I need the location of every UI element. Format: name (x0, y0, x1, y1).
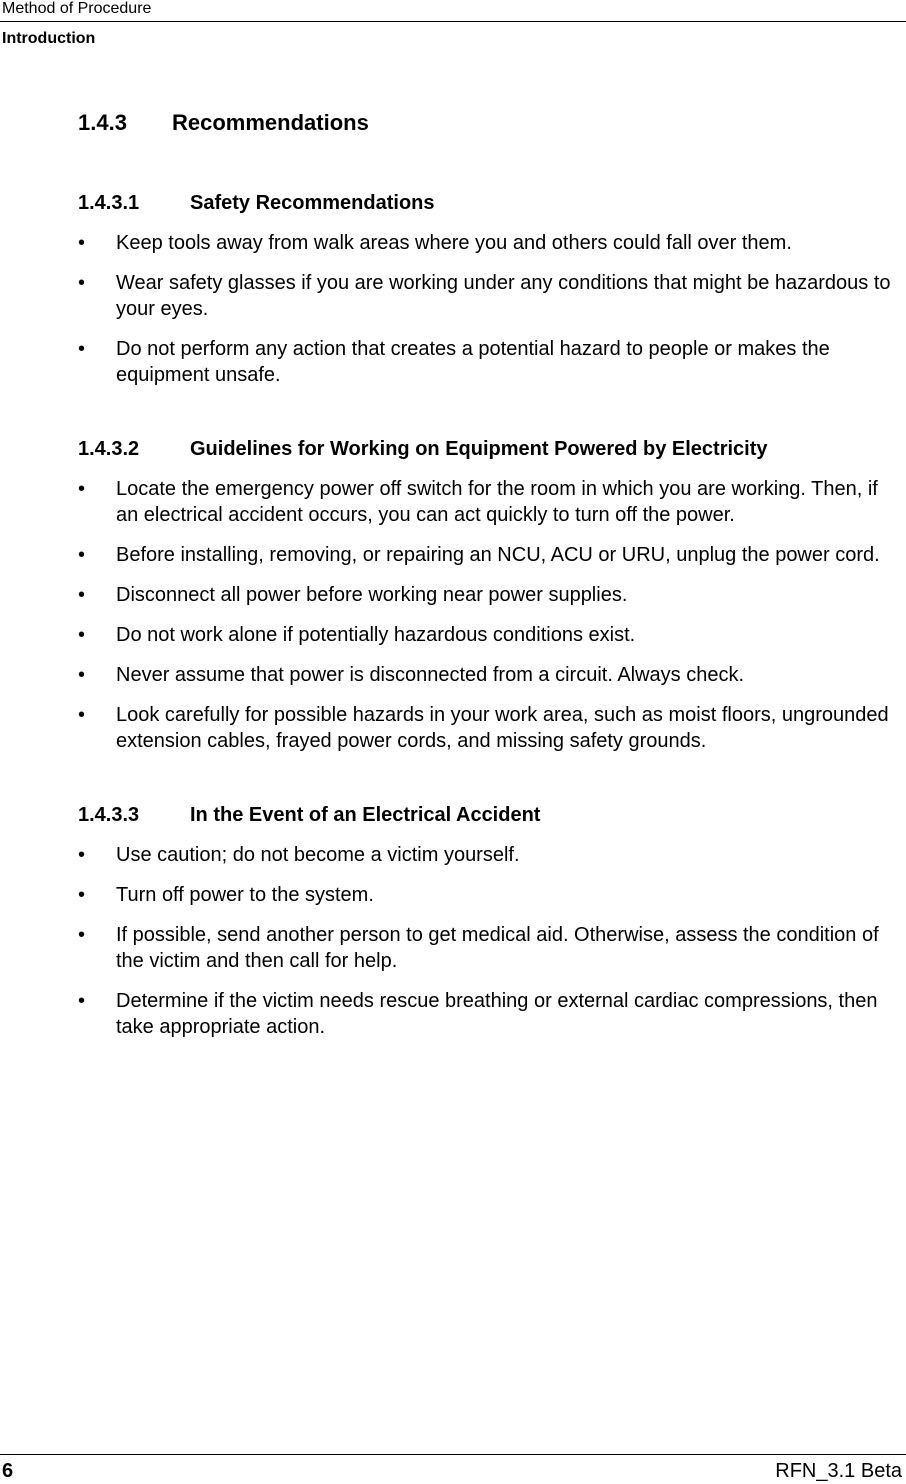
list-item-text: Keep tools away from walk areas where you and others could fall over them. (116, 232, 792, 254)
bullet-icon: • (78, 704, 86, 726)
subsection-heading (78, 436, 904, 462)
subsection-heading (78, 190, 904, 216)
subsection-electrical-accident (78, 802, 904, 1040)
bullet-icon: • (78, 664, 86, 686)
list-item-text: Before installing, removing, or repairing an NCU, ACU or URU, unplug the power cord. (116, 544, 880, 566)
subsection-number: 1.4.3.1 (78, 192, 140, 214)
bullet-list (78, 476, 904, 754)
subsection-heading (78, 802, 904, 828)
bullet-icon: • (78, 544, 86, 566)
chapter-title: Introduction (2, 30, 96, 47)
list-item (78, 842, 904, 868)
section-heading (78, 108, 904, 138)
bullet-icon: • (78, 232, 86, 254)
list-item-text: Look carefully for possible hazards in your work area, such as moist floors, ungrounded extension cables, frayed power cords, and missing safety grounds. (116, 704, 889, 752)
bullet-list (78, 230, 904, 388)
bullet-list (78, 842, 904, 1040)
list-item (78, 476, 904, 528)
bullet-icon: • (78, 272, 86, 294)
subsection-title: Safety Recommendations (190, 192, 435, 214)
list-item-text: Do not perform any action that creates a potential hazard to people or makes the equipment unsafe. (116, 338, 830, 386)
document-title: Method of Procedure (2, 0, 152, 17)
list-item (78, 542, 904, 568)
page-footer (0, 1454, 906, 1484)
list-item (78, 922, 904, 974)
list-item-text: Wear safety glasses if you are working under any conditions that might be hazardous to your eyes. (116, 272, 891, 320)
section-number: 1.4.3 (78, 110, 127, 135)
subsection-number: 1.4.3.3 (78, 804, 140, 826)
list-item-text: Locate the emergency power off switch for the room in which you are working. Then, if an electrical accident occurs, you can act quickly to turn off the power. (116, 478, 878, 526)
list-item-text: Disconnect all power before working near power supplies. (116, 584, 628, 606)
subsection-title: Guidelines for Working on Equipment Powered by Electricity (190, 438, 768, 460)
bullet-icon: • (78, 624, 86, 646)
page-number: 6 (2, 1460, 14, 1482)
bullet-icon: • (78, 844, 86, 866)
list-item (78, 230, 904, 256)
document-id: RFN_3.1 Beta (775, 1460, 902, 1482)
list-item-text: Use caution; do not become a victim yourself. (116, 844, 520, 866)
list-item-text: If possible, send another person to get medical aid. Otherwise, assess the condition of the victim and then call for help. (116, 924, 879, 972)
list-item (78, 882, 904, 908)
page-header (0, 0, 906, 22)
subsection-electricity-guidelines (78, 436, 904, 754)
section-title: Recommendations (172, 110, 369, 135)
list-item-text: Never assume that power is disconnected from a circuit. Always check. (116, 664, 745, 686)
list-item (78, 622, 904, 648)
list-item (78, 662, 904, 688)
subsection-safety-recommendations (78, 190, 904, 388)
list-item (78, 270, 904, 322)
bullet-icon: • (78, 584, 86, 606)
bullet-icon: • (78, 338, 86, 360)
list-item-text: Turn off power to the system. (116, 884, 374, 906)
list-item (78, 988, 904, 1040)
main-content (78, 108, 904, 1040)
list-item-text: Determine if the victim needs rescue breathing or external cardiac compressions, then take appropriate action. (116, 990, 878, 1038)
list-item-text: Do not work alone if potentially hazardous conditions exist. (116, 624, 636, 646)
bullet-icon: • (78, 990, 86, 1012)
subsection-title: In the Event of an Electrical Accident (190, 804, 541, 826)
list-item (78, 582, 904, 608)
list-item (78, 702, 904, 754)
bullet-icon: • (78, 884, 86, 906)
bullet-icon: • (78, 924, 86, 946)
subsection-number: 1.4.3.2 (78, 438, 140, 460)
bullet-icon: • (78, 478, 86, 500)
list-item (78, 336, 904, 388)
